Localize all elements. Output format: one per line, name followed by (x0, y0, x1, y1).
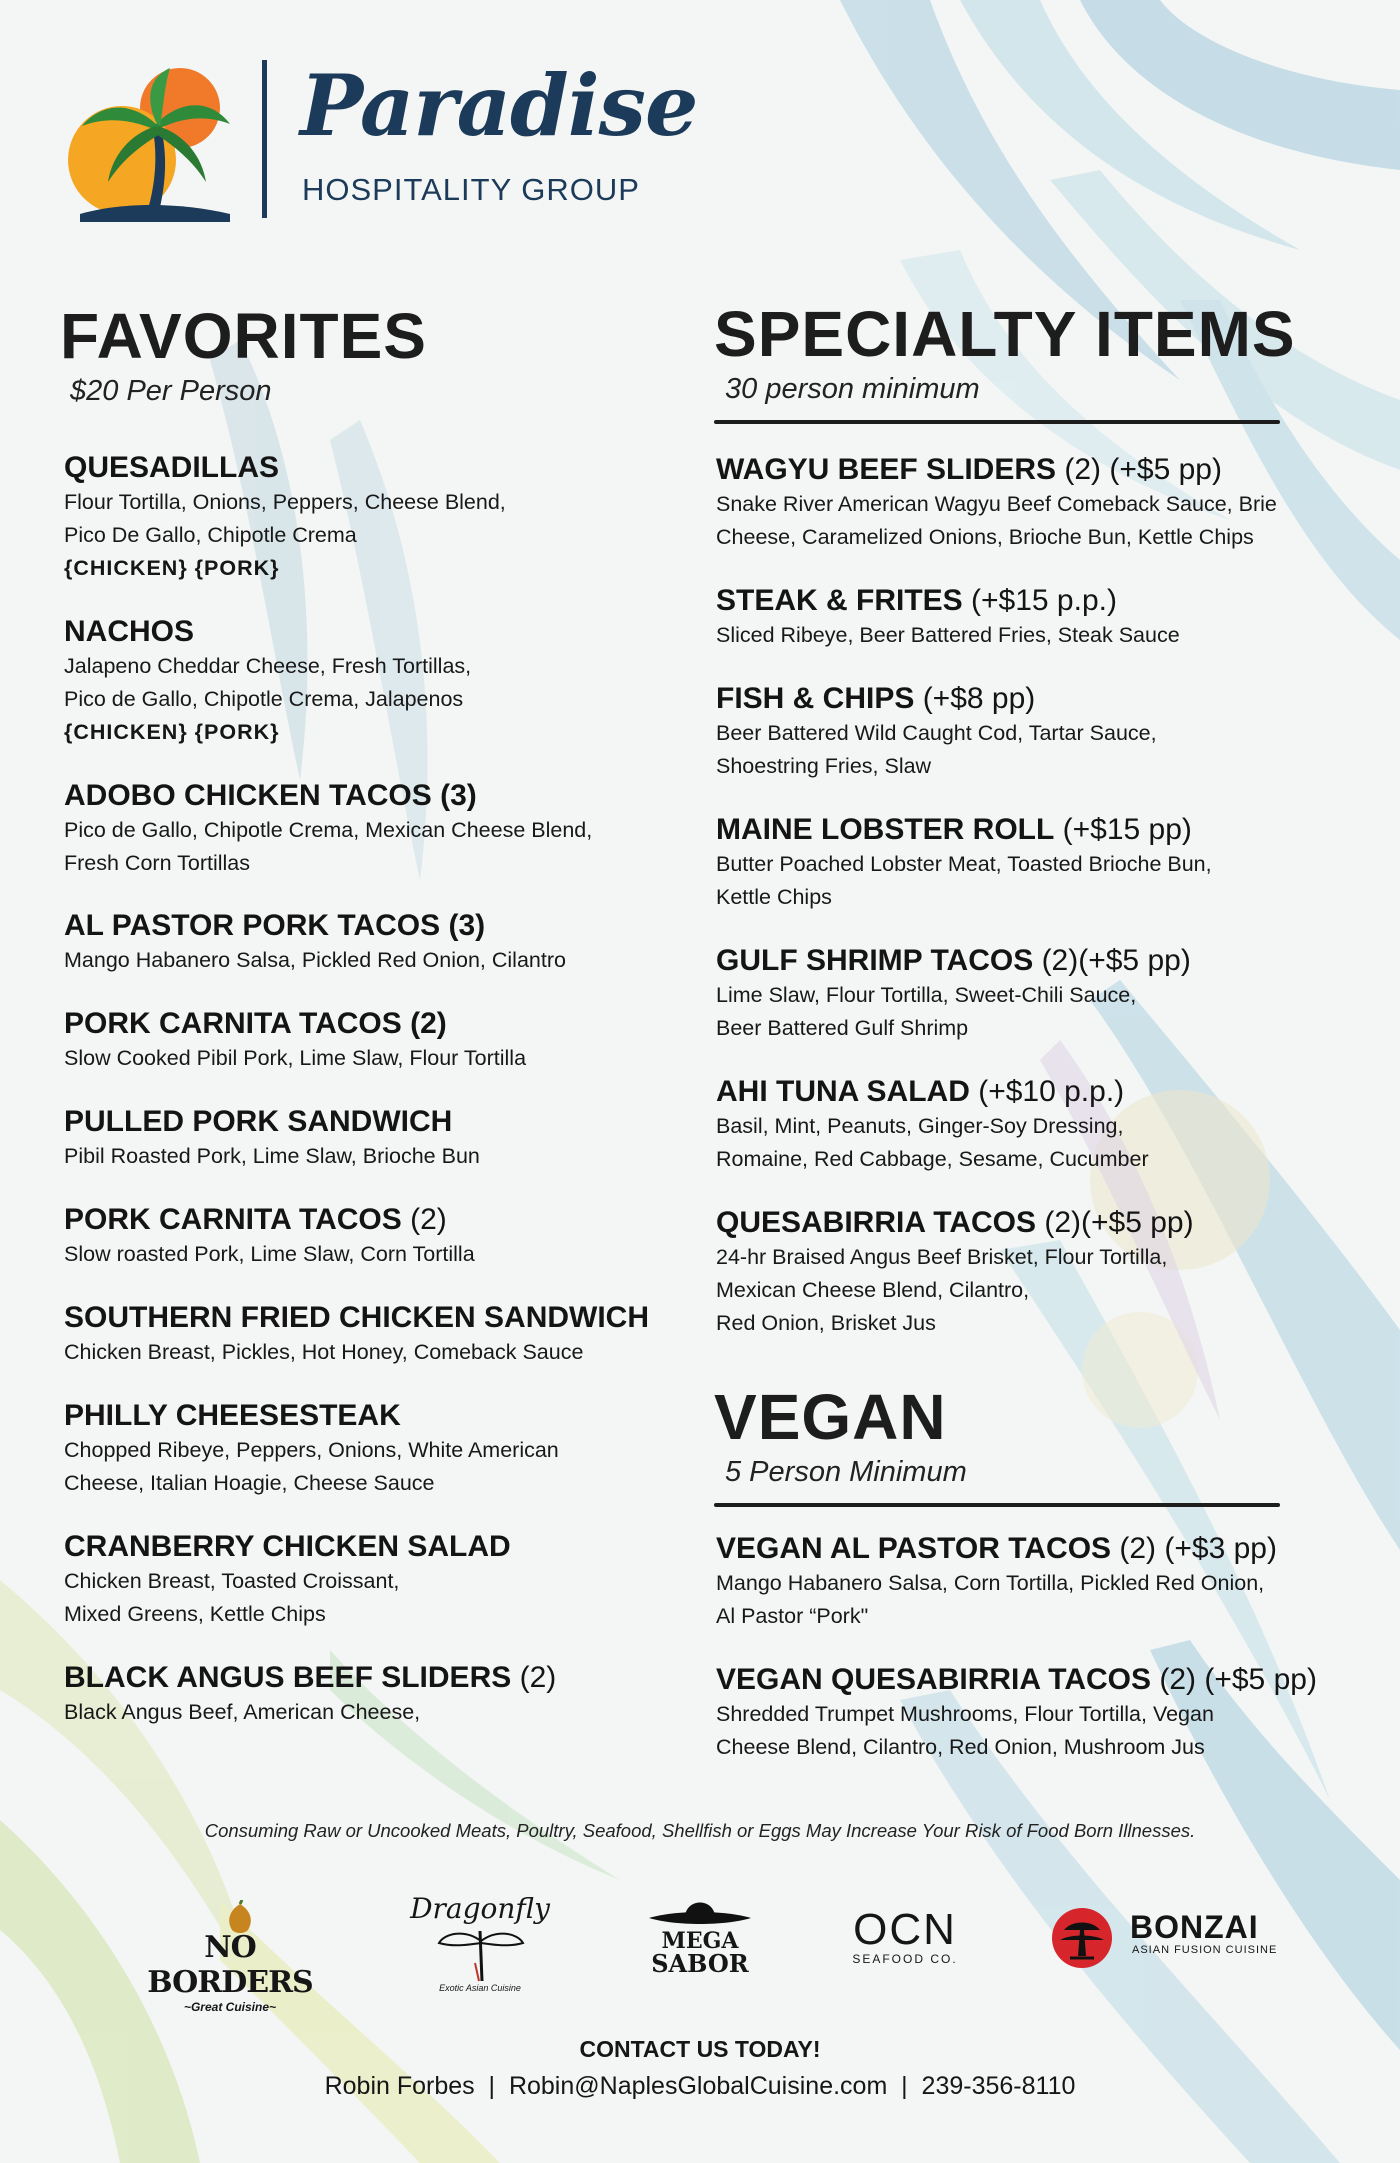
item-desc: Red Onion, Brisket Jus (716, 1311, 936, 1335)
item-desc: Black Angus Beef, American Cheese, (64, 1700, 421, 1724)
item-name: ADOBO CHICKEN TACOS (3) (64, 779, 477, 812)
vegan-heading: VEGAN (714, 1381, 947, 1453)
bonsai-icon (1050, 1906, 1114, 1970)
item-desc: Chicken Breast, Pickles, Hot Honey, Comeback Sauce (64, 1340, 584, 1364)
favorites-item (64, 778, 592, 880)
item-desc: Cheese, Caramelized Onions, Brioche Bun, Kettle Chips (716, 525, 1254, 549)
specialty-subtitle: 30 person minimum (725, 373, 980, 405)
item-desc: Pico De Gallo, Chipotle Crema (64, 523, 357, 547)
item-name: QUESABIRRIA TACOS (2)(+$5 pp) (716, 1206, 1194, 1239)
item-name: VEGAN AL PASTOR TACOS (2) (+$3 pp) (716, 1532, 1277, 1565)
item-name: FISH & CHIPS (+$8 pp) (716, 682, 1036, 715)
item-desc: Cheese Blend, Cilantro, Red Onion, Mushroom Jus (716, 1735, 1205, 1759)
item-options: {CHICKEN} {PORK} (64, 720, 280, 744)
specialty-item (716, 943, 1191, 1045)
brand-name: BONZAI (1130, 1909, 1259, 1945)
sombrero-icon (645, 1890, 755, 1930)
vegan-item (716, 1662, 1317, 1764)
item-desc: Lime Slaw, Flour Tortilla, Sweet-Chili Sauce, (716, 983, 1137, 1007)
item-desc: Pico de Gallo, Chipotle Crema, Mexican Cheese Blend, (64, 818, 593, 842)
item-desc: Kettle Chips (716, 885, 832, 909)
item-options: {CHICKEN} {PORK} (64, 556, 280, 580)
favorites-item (64, 1300, 649, 1369)
contact-line: Robin Forbes | Robin@NaplesGlobalCuisine.com | 239-356-8110 (324, 2072, 1076, 2100)
brand-name: OCN (853, 1905, 957, 1954)
specialty-heading: SPECIALTY ITEMS (714, 298, 1296, 370)
item-desc: Mixed Greens, Kettle Chips (64, 1602, 326, 1626)
favorites-item (64, 1660, 556, 1729)
brand-name-line2: SABOR (651, 1949, 749, 1978)
specialty-item (716, 583, 1180, 652)
company-logo (0, 0, 700, 240)
brand-name-line1: MEGA (661, 1928, 739, 1954)
specialty-item (716, 452, 1277, 554)
favorites-heading: FAVORITES (60, 300, 427, 372)
item-name: NACHOS (64, 615, 195, 648)
item-desc: Fresh Corn Tortillas (64, 851, 250, 875)
contact-heading: CONTACT US TODAY! (579, 2036, 821, 2062)
vegan-item (716, 1531, 1277, 1633)
item-desc: 24-hr Braised Angus Beef Brisket, Flour Tortilla, (716, 1245, 1168, 1269)
item-desc: Butter Poached Lobster Meat, Toasted Brioche Bun, (716, 852, 1212, 876)
brand-mega-sabor (640, 1890, 760, 1976)
dragonfly-icon (435, 1927, 525, 1983)
brand-name: NO BORDERS (147, 1930, 313, 2000)
specialty-item (716, 1205, 1194, 1340)
item-desc: Slow roasted Pork, Lime Slaw, Corn Tortilla (64, 1242, 475, 1266)
brand-ocn (830, 1905, 980, 1966)
item-name: CRANBERRY CHICKEN SALAD (64, 1530, 511, 1563)
item-desc: Cheese, Italian Hoagie, Cheese Sauce (64, 1471, 435, 1495)
favorites-item (64, 1104, 480, 1173)
item-desc: Snake River American Wagyu Beef Comeback Sauce, Brie (716, 492, 1277, 516)
logo-divider (262, 60, 267, 218)
specialty-rule (714, 420, 1280, 424)
favorites-item (64, 450, 506, 585)
item-name: AHI TUNA SALAD (+$10 p.p.) (716, 1075, 1125, 1108)
favorites-item (64, 908, 566, 977)
item-desc: Beer Battered Gulf Shrimp (716, 1016, 969, 1040)
item-desc: Romaine, Red Cabbage, Sesame, Cucumber (716, 1147, 1149, 1171)
item-name: PORK CARNITA TACOS (2) (64, 1007, 447, 1040)
brand-tagline: Exotic Asian Cuisine (439, 1983, 521, 1993)
item-desc: Pibil Roasted Pork, Lime Slaw, Brioche Bun (64, 1144, 480, 1168)
item-name: WAGYU BEEF SLIDERS (2) (+$5 pp) (716, 453, 1222, 486)
item-name: PORK CARNITA TACOS (2) (64, 1203, 447, 1236)
item-name: PHILLY CHEESESTEAK (64, 1399, 401, 1432)
favorites-item (64, 1202, 475, 1271)
item-desc: Beer Battered Wild Caught Cod, Tartar Sauce, (716, 721, 1157, 745)
item-desc: Mexican Cheese Blend, Cilantro, (716, 1278, 1030, 1302)
specialty-item (716, 1074, 1149, 1176)
item-desc: Al Pastor “Pork" (716, 1604, 869, 1628)
item-desc: Slow Cooked Pibil Pork, Lime Slaw, Flour Tortilla (64, 1046, 527, 1070)
vegan-subtitle: 5 Person Minimum (725, 1456, 967, 1488)
item-desc: Chopped Ribeye, Peppers, Onions, White American (64, 1438, 559, 1462)
favorites-subtitle: $20 Per Person (70, 375, 272, 407)
favorites-item (64, 1529, 511, 1631)
brand-tagline: ~Great Cuisine~ (183, 2000, 277, 2014)
item-desc: Pico de Gallo, Chipotle Crema, Jalapenos (64, 687, 464, 711)
item-name: SOUTHERN FRIED CHICKEN SANDWICH (64, 1301, 649, 1334)
brand-dragonfly (405, 1892, 555, 1993)
favorites-item (64, 614, 471, 749)
item-name: MAINE LOBSTER ROLL (+$15 pp) (716, 813, 1192, 846)
item-name: PULLED PORK SANDWICH (64, 1105, 453, 1138)
item-desc: Sliced Ribeye, Beer Battered Fries, Steak Sauce (716, 623, 1180, 647)
item-name: BLACK ANGUS BEEF SLIDERS (2) (64, 1661, 557, 1694)
specialty-item (716, 812, 1212, 914)
item-name: GULF SHRIMP TACOS (2)(+$5 pp) (716, 944, 1191, 977)
brand-name: Dragonfly (410, 1892, 550, 1925)
item-name: STEAK & FRITES (+$15 p.p.) (716, 584, 1117, 617)
item-desc: Jalapeno Cheddar Cheese, Fresh Tortillas, (64, 654, 472, 678)
item-desc: Flour Tortilla, Onions, Peppers, Cheese Blend, (64, 490, 506, 514)
favorites-item (64, 1398, 559, 1500)
favorites-item (64, 1006, 526, 1075)
item-desc: Shoestring Fries, Slaw (716, 754, 932, 778)
item-desc: Shredded Trumpet Mushrooms, Flour Tortilla, Vegan (716, 1702, 1214, 1726)
item-name: QUESADILLAS (64, 451, 280, 484)
logo-subtitle: HOSPITALITY GROUP (302, 172, 640, 207)
brand-bonzai (1050, 1910, 1290, 1956)
item-desc: Basil, Mint, Peanuts, Ginger-Soy Dressing, (716, 1114, 1124, 1138)
item-desc: Mango Habanero Salsa, Corn Tortilla, Pickled Red Onion, (716, 1571, 1265, 1595)
vegan-rule (714, 1503, 1280, 1507)
brand-tagline: SEAFOOD CO. (852, 1952, 958, 1966)
item-name: VEGAN QUESABIRRIA TACOS (2) (+$5 pp) (716, 1663, 1317, 1696)
logo-name: Paradise (300, 56, 698, 155)
item-desc: Chicken Breast, Toasted Croissant, (64, 1569, 400, 1593)
item-name: AL PASTOR PORK TACOS (3) (64, 909, 486, 942)
specialty-item (716, 681, 1157, 783)
brand-tagline: ASIAN FUSION CUISINE (1132, 1944, 1278, 1956)
health-disclaimer: Consuming Raw or Uncooked Meats, Poultry, Seafood, Shellfish or Eggs May Increase Your Risk of Food Born Illnesses. (204, 1820, 1196, 1841)
item-desc: Mango Habanero Salsa, Pickled Red Onion, Cilantro (64, 948, 566, 972)
brand-no-borders (120, 1900, 340, 2014)
palm-sun-icon (60, 64, 240, 224)
